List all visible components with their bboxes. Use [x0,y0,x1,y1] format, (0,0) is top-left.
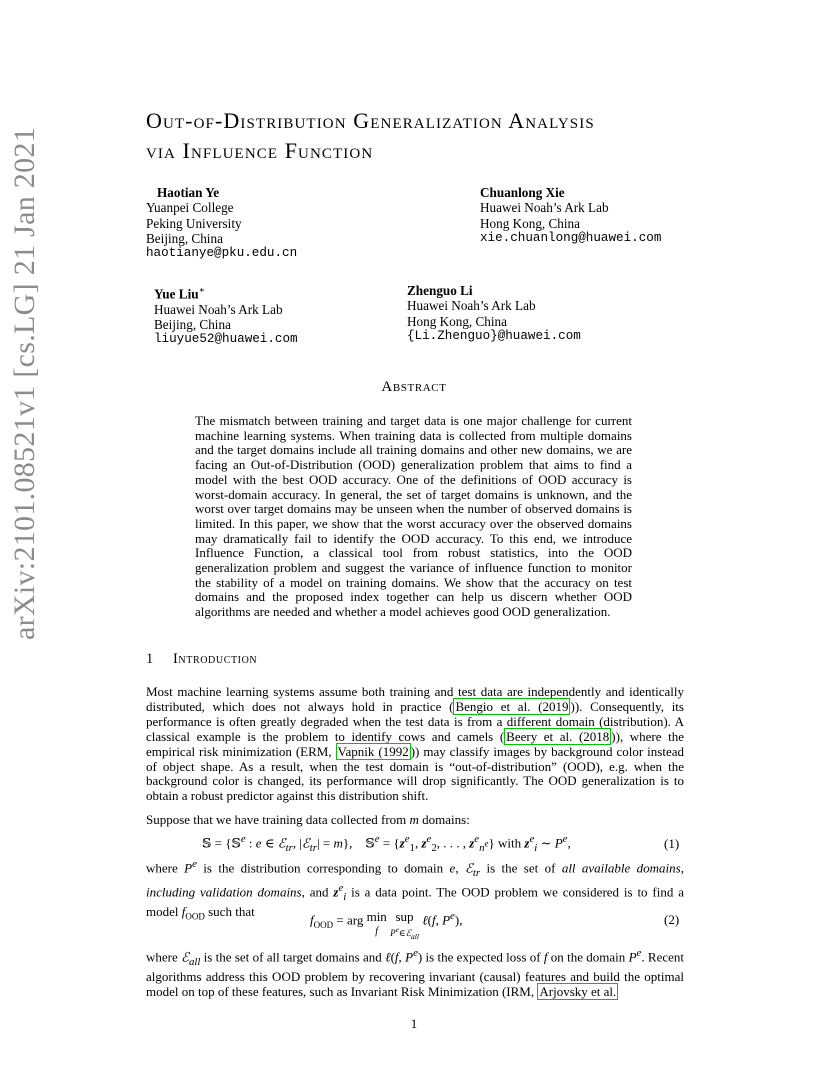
equation-2: $f_{OOD}$ = arg min f sup $P^e\in ℰ_{all}$ ℓ(f, $P^e$), [310,909,463,941]
author-email: liuyue52@huawei.com [154,332,298,347]
author-name: Chuanlong Xie [480,185,565,200]
author-affiliation: Hong Kong, China [407,313,508,329]
page-number: 1 [410,1016,418,1031]
equation-1: 𝕊 = {𝕊$^e$ : e ∈ ℰ$_{tr}$, |ℰ$_{tr}$| = m}, 𝕊$^e$ = {$z^e_1$, $z^e_2$, . . . , $z^e_{n^e}$} with $z^e_i$ ∼ $P^e$, [202,833,571,854]
author-affiliation: Huawei Noah’s Ark Lab [407,298,536,314]
author-block-4 [407,283,581,344]
author-block-1 [146,185,298,261]
author-affiliation: Huawei Noah’s Ark Lab [154,301,283,317]
citation-link[interactable]: Bengio et al. (2019 [455,698,569,714]
author-affiliation: Huawei Noah’s Ark Lab [480,200,609,216]
author-affiliation: Beijing, China [146,230,223,246]
intro-paragraph-3: where $P^e$ is the distribution corresponding to domain e, ℰ$_{tr}$ is the set of all available domains, including validation domains, and $z^e_i$ is a data point. The OOD problem we considered is to find a model $f_{OOD}$ such that [146,858,684,922]
paper-title [146,106,706,166]
intro-paragraph-1: Most machine learning systems assume both training and test data are independently and identically distributed, which does not always hold in practice ( Bengio et al. (2019 )). Consequently, its performance is often greatly degraded when the test data is from a different domain (distribution). A classical example is the problem to identify cows and camels ( Beery et al. (2018 )), where the empirical risk minimization (ERM, Vapnik (1992 )) may classify images by background color instead of object shape. As a result, when the test domain is “out-of-distribution” (OOD), e.g. when the background color is changed, its performance will drop significantly. The OOD generalization is to obtain a robust predictor against this distribution shift. [146,684,684,804]
equation-number: (2) [664,912,680,927]
citation-link[interactable]: Arjovsky et al. [539,983,617,999]
intro-paragraph-2: Suppose that we have training data collected from m domains: [146,812,470,827]
author-affiliation: Yuanpei College [146,200,234,216]
author-name: Zhenguo Li [407,283,473,298]
author-email: haotianye@pku.edu.cn [146,246,298,261]
author-email: xie.chuanlong@huawei.com [480,230,662,245]
title-line-1: Out-of-Distribution Generalization Analysis [146,108,595,133]
section-heading-introduction [146,651,257,668]
author-block-3 [154,283,298,348]
author-name: Yue Liu [154,286,199,302]
author-block-2 [480,185,661,246]
author-affiliation: Hong Kong, China [480,215,581,231]
author-email: {Li.Zhenguo}@huawei.com [407,328,581,343]
abstract-text: The mismatch between training and target data is one major challenge for current machine learning systems. When training data is collected from multiple domains and the target domains include all training domains and other new domains, we are facing an Out-of-Distribution (OOD) generalization problem that aims to find a model with the best OOD accuracy. One of the definitions of OOD accuracy is worst-domain accuracy. In general, the set of target domains is unknown, and the worst over target domains may be unseen when the number of observed domains is limited. In this paper, we show that the worst accuracy over the observed domains may dramatically fail to identify the OOD accuracy. To this end, we introduce Influence Function, a classical tool from robust statistics, into the OOD generalization problem and suggest the variance of influence function to monitor the stability of a model on training domains. We show that the accuracy on test domains and the proposed index together can help us discern whether OOD algorithms are needed and whether a model achieves good OOD generalization. [195,413,632,620]
section-number: 1 [146,651,154,667]
equation-number: (1) [664,836,680,851]
abstract-heading: Abstract [381,379,447,395]
intro-paragraph-4: where ℰ$_{all}$ is the set of all target domains and ℓ(f, $P^e$) is the expected loss of f on the domain $P^e$. Recent algorithms address this OOD problem by recovering invariant (causal) features and build the optimal model on top of these features, such as Invariant Risk Minimization (IRM, Arjovsky et al. [146,947,684,999]
author-affiliation: Beijing, China [154,316,231,332]
citation-link[interactable]: Beery et al. (2018 [506,728,610,744]
author-name: Haotian Ye [157,185,220,200]
author-affiliation: Peking University [146,215,242,231]
title-line-2: via Influence Function [146,138,374,163]
section-title: Introduction [173,651,258,667]
citation-link[interactable]: Vapnik (1992 [337,743,409,759]
author-footnote-mark: ∗ [198,285,205,295]
